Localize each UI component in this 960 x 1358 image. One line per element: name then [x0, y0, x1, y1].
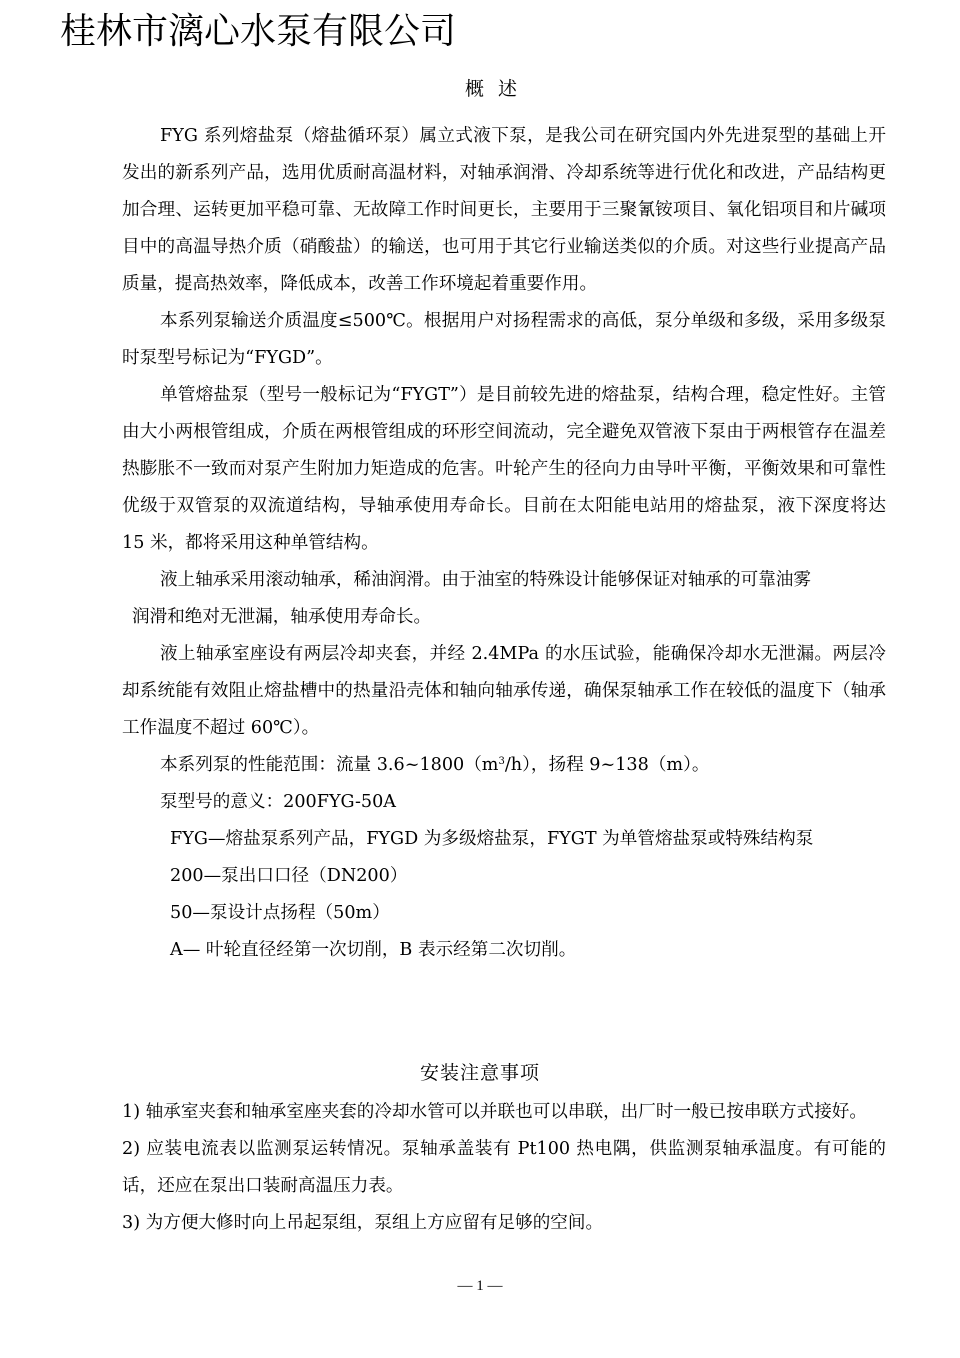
- model-meaning-item: FYG—熔盐泵系列产品，FYGD 为多级熔盐泵，FYGT 为单管熔盐泵或特殊结构泵: [170, 829, 814, 849]
- installation-item: 1) 轴承室夹套和轴承室座夹套的冷却水管可以并联也可以串联，出厂时一般已按串联方式接好。: [122, 1102, 867, 1122]
- model-meaning-item: 200—泵出口口径（DN200）: [170, 866, 408, 886]
- model-meaning-intro: 泵型号的意义：200FYG-50A: [160, 792, 396, 812]
- installation-section: [122, 1094, 886, 1242]
- overview-paragraph: 液上轴承采用滚动轴承，稀油润滑。由于油室的特殊设计能够保证对轴承的可靠油雾: [160, 570, 811, 590]
- overview-paragraph: 单管熔盐泵（型号一般标记为“FYGT”）是目前较先进的熔盐泵，结构合理，稳定性好。主管由大小两根管组成，介质在两根管组成的环形空间流动，完全避免双管液下泵由于两根管存在温差热膨胀不一致而对泵产生附加力矩造成的危害。叶轮产生的径向力由导叶平衡，平衡效果和可靠性优级于双管泵的双流道结构，导轴承使用寿命长。目前在太阳能电站用的熔盐泵，液下深度将达 15 米，都将采用这种单管结构。: [122, 385, 886, 553]
- overview-paragraph: FYG 系列熔盐泵（熔盐循环泵）属立式液下泵，是我公司在研究国内外先进泵型的基础上开发出的新系列产品，选用优质耐高温材料，对轴承润滑、冷却系统等进行优化和改进，产品结构更加合理、运转更加平稳可靠、无故障工作时间更长，主要用于三聚氰铵项目、氧化铝项目和片碱项目中的高温导热介质（硝酸盐）的输送，也可用于其它行业输送类似的介质。对这些行业提高产品质量，提高热效率，降低成本，改善工作环境起着重要作用。: [122, 126, 886, 294]
- performance-sup: 3: [498, 756, 505, 767]
- overview-section: [122, 118, 886, 969]
- model-meaning-item: A— 叶轮直径经第一次切削，B 表示经第二次切削。: [170, 940, 577, 960]
- installation-item: 2) 应装电流表以监测泵运转情况。泵轴承盖装有 Pt100 热电隅，供监测泵轴承温度。有可能的话，还应在泵出口装耐高温压力表。: [122, 1139, 886, 1196]
- overview-paragraph: 本系列泵输送介质温度≤500℃。根据用户对扬程需求的高低，泵分单级和多级，采用多级泵时泵型号标记为“FYGD”。: [122, 311, 886, 368]
- installation-item: 3) 为方便大修时向上吊起泵组，泵组上方应留有足够的空间。: [122, 1213, 604, 1233]
- company-name: 桂林市漓心水泵有限公司: [60, 11, 457, 52]
- performance-suffix: /h），扬程 9~138（m）。: [504, 755, 710, 775]
- overview-paragraph: 液上轴承室座设有两层冷却夹套，并经 2.4MPa 的水压试验，能确保冷却水无泄漏。两层冷却系统能有效阻止熔盐槽中的热量沿壳体和轴向轴承传递，确保泵轴承工作在较低的温度下（轴承工作温度不超过 60℃）。: [122, 644, 886, 738]
- page-number: — 1 —: [457, 1278, 503, 1294]
- model-meaning-item: 50—泵设计点扬程（50m）: [170, 903, 390, 923]
- overview-heading: 概述: [464, 78, 531, 100]
- overview-paragraph: 润滑和绝对无泄漏，轴承使用寿命长。: [132, 607, 432, 627]
- installation-heading: 安装注意事项: [419, 1062, 540, 1084]
- performance-prefix: 本系列泵的性能范围：流量 3.6~1800（m: [160, 755, 499, 775]
- performance-range: [122, 747, 886, 784]
